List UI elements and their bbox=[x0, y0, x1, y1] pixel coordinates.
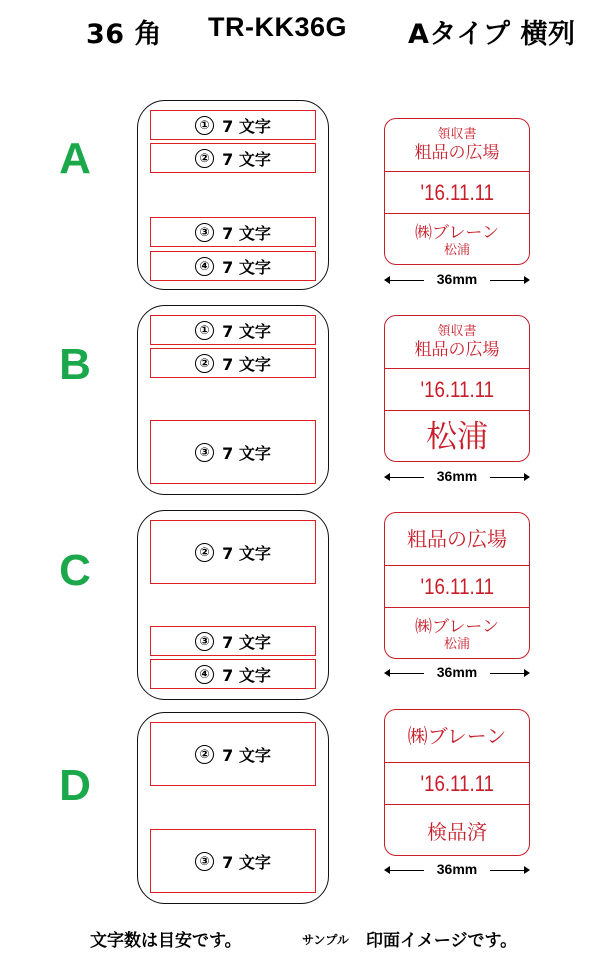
layout-d bbox=[137, 712, 329, 904]
layout-b bbox=[137, 305, 329, 495]
dimension-b bbox=[384, 468, 530, 486]
header-type: Aタイプ 横列 bbox=[408, 19, 576, 50]
arrow-right-icon bbox=[524, 473, 530, 481]
dimension-label: 36mm bbox=[436, 468, 478, 484]
stamp-line: ㈱ブレーン bbox=[415, 616, 499, 637]
stamp-line: ㈱ブレーン bbox=[415, 222, 499, 243]
slot-number: ② bbox=[195, 543, 214, 562]
slot-4 bbox=[150, 251, 316, 281]
slot-label: 7 文字 bbox=[222, 116, 271, 136]
slot-2 bbox=[150, 348, 316, 378]
dimension-d bbox=[384, 861, 530, 879]
slot-label: 7 文字 bbox=[222, 321, 271, 341]
section-letter-b: B bbox=[59, 340, 91, 389]
slot-number: ② bbox=[195, 149, 214, 168]
slot-number: ④ bbox=[195, 257, 214, 276]
dimension-c bbox=[384, 664, 530, 682]
slot-label: 7 文字 bbox=[222, 745, 271, 765]
dimension-label: 36mm bbox=[436, 664, 478, 680]
dimension-label: 36mm bbox=[436, 861, 478, 877]
slot-1 bbox=[150, 315, 316, 345]
dimension-a bbox=[384, 271, 530, 289]
stamp-preview-a bbox=[384, 118, 530, 265]
slot-number: ① bbox=[195, 321, 214, 340]
header-size: 36 角 bbox=[86, 19, 162, 50]
stamp-line: 粗品の広場 bbox=[414, 339, 500, 360]
footer-sample-label: サンプル bbox=[302, 933, 349, 947]
arrow-right-icon bbox=[524, 669, 530, 677]
slot-label: 7 文字 bbox=[222, 443, 271, 463]
slot-number: ② bbox=[195, 354, 214, 373]
slot-label: 7 文字 bbox=[222, 665, 271, 685]
slot-label: 7 文字 bbox=[222, 543, 271, 563]
slot-3 bbox=[150, 829, 316, 893]
stamp-line: ㈱ブレーン bbox=[407, 724, 507, 748]
slot-2 bbox=[150, 722, 316, 786]
slot-2 bbox=[150, 143, 316, 173]
stamp-preview-c bbox=[384, 512, 530, 659]
stamp-line: 領収書 bbox=[437, 127, 477, 142]
stamp-line: 粗品の広場 bbox=[414, 142, 500, 163]
slot-number: ③ bbox=[195, 632, 214, 651]
slot-3 bbox=[150, 626, 316, 656]
stamp-date: '16.11.11 bbox=[420, 770, 494, 796]
slot-label: 7 文字 bbox=[222, 852, 271, 872]
stamp-line: 松浦 bbox=[443, 242, 470, 258]
stamp-line: 粗品の広場 bbox=[407, 527, 507, 551]
stamp-line: 領収書 bbox=[437, 324, 477, 339]
slot-4 bbox=[150, 659, 316, 689]
layout-c bbox=[137, 510, 329, 700]
slot-label: 7 文字 bbox=[222, 257, 271, 277]
header-model: TR-KK36G bbox=[208, 12, 348, 42]
slot-2 bbox=[150, 520, 316, 584]
arrow-right-icon bbox=[524, 276, 530, 284]
slot-number: ③ bbox=[195, 443, 214, 462]
slot-number: ④ bbox=[195, 665, 214, 684]
slot-label: 7 文字 bbox=[222, 354, 271, 374]
stamp-line: 検品済 bbox=[427, 819, 487, 844]
slot-3 bbox=[150, 420, 316, 484]
stamp-date: '16.11.11 bbox=[420, 376, 494, 402]
section-letter-d: D bbox=[59, 761, 91, 810]
slot-3 bbox=[150, 217, 316, 247]
stamp-date: '16.11.11 bbox=[420, 179, 494, 205]
stamp-line: 松浦 bbox=[426, 418, 488, 455]
footer-note: 文字数は目安です。 bbox=[90, 931, 242, 951]
slot-label: 7 文字 bbox=[222, 149, 271, 169]
footer-image-note: 印面イメージです。 bbox=[366, 931, 518, 951]
slot-number: ③ bbox=[195, 852, 214, 871]
arrow-right-icon bbox=[524, 866, 530, 874]
slot-number: ③ bbox=[195, 223, 214, 242]
stamp-line: 松浦 bbox=[443, 636, 470, 652]
stamp-preview-b bbox=[384, 315, 530, 462]
slot-label: 7 文字 bbox=[222, 632, 271, 652]
layout-a bbox=[137, 100, 329, 290]
section-letter-a: A bbox=[59, 134, 91, 183]
stamp-date: '16.11.11 bbox=[420, 573, 494, 599]
slot-number: ① bbox=[195, 116, 214, 135]
dimension-label: 36mm bbox=[436, 271, 478, 287]
stamp-preview-d bbox=[384, 709, 530, 856]
section-letter-c: C bbox=[59, 546, 91, 595]
slot-label: 7 文字 bbox=[222, 223, 271, 243]
slot-number: ② bbox=[195, 745, 214, 764]
slot-1 bbox=[150, 110, 316, 140]
